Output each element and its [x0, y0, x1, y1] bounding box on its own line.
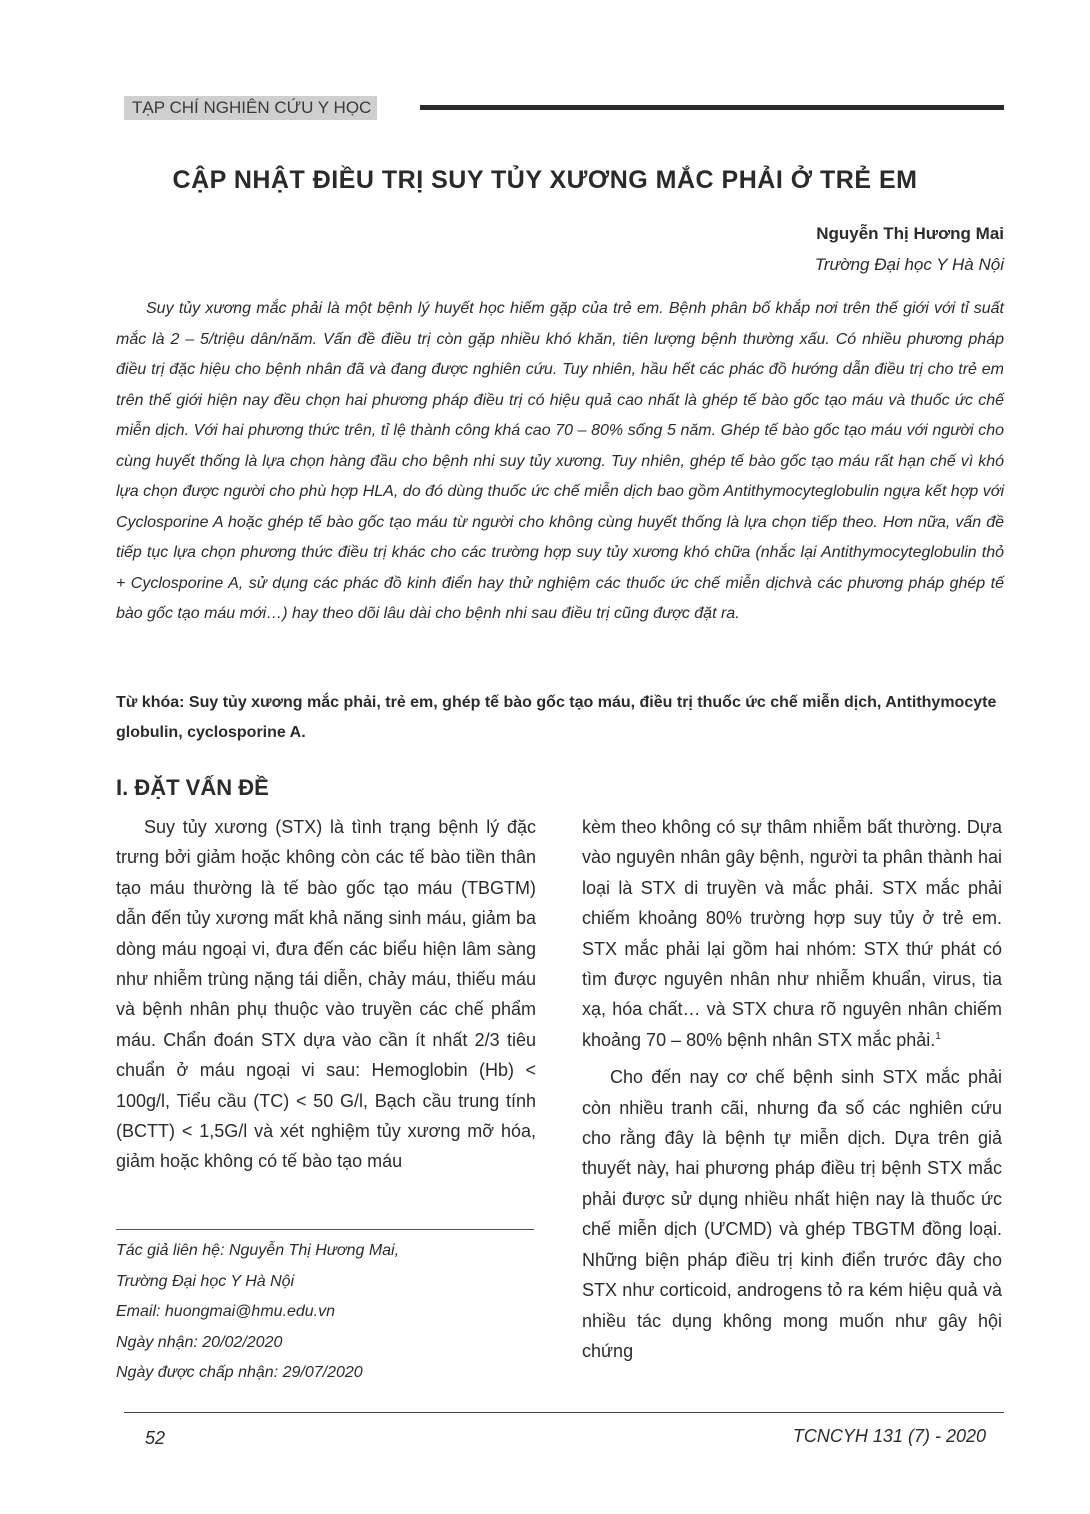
- journal-header: [124, 96, 1004, 120]
- reference-marker: 1: [935, 1030, 941, 1042]
- left-column: [116, 812, 536, 1177]
- article-title: CẬP NHẬT ĐIỀU TRỊ SUY TỦY XƯƠNG MẮC PHẢI Ở TRẺ EM: [172, 166, 918, 194]
- paragraph: Suy tủy xương (STX) là tình trạng bệnh lý đặc trưng bởi giảm hoặc không còn các tế bào tiền thân tạo máu thường là tế bào gốc tạo máu (TBGTM) dẫn đến tủy xương mất khả năng sinh máu, giảm ba dòng máu ngoại vi, đưa đến các biểu hiện lâm sàng như nhiễm trùng nặng tái diễn, chảy máu, thiếu máu và bệnh nhân phụ thuộc vào truyền các chế phẩm máu. Chẩn đoán STX dựa vào cần ít nhất 2/3 tiêu chuẩn ở máu ngoại vi sau: Hemoglobin (Hb) < 100g/l, Tiểu cầu (TC) < 50 G/l, Bạch cầu trung tính (BCTT) < 1,5G/l và xét nghiệm tủy xương mỡ hóa, giảm hoặc không có tế bào tạo máu: [116, 817, 536, 1172]
- author-name: Nguyễn Thị Hương Mai: [816, 224, 1004, 243]
- footnote-email: Email: huongmai@hmu.edu.vn: [116, 1303, 336, 1320]
- paragraph-text: kèm theo không có sự thâm nhiễm bất thường. Dựa vào nguyên nhân gây bệnh, người ta phân thành hai loại là STX di truyền và mắc phải. STX mắc phải chiếm khoảng 80% trường hợp suy tủy ở trẻ em. STX mắc phải lại gồm hai nhóm: STX thứ phát có tìm được nguyên nhân như nhiễm khuẩn, virus, tia xạ, hóa chất… và STX chưa rõ nguyên nhân chiếm khoảng 70 – 80% bệnh nhân STX mắc phải.: [582, 817, 1002, 1050]
- footnote: [116, 1236, 536, 1389]
- abstract: Suy tủy xương mắc phải là một bệnh lý huyết học hiếm gặp của trẻ em. Bệnh phân bố khắp nơi trên thế giới với tỉ suất mắc là 2 – 5/triệu dân/năm. Vấn đề điều trị còn gặp nhiều khó khăn, tiên lượng bệnh thường xấu. Có nhiều phương pháp điều trị đặc hiệu cho bệnh nhân đã và đang được nghiên cứu. Tuy nhiên, hầu hết các phác đồ hướng dẫn điều trị cho trẻ em trên thế giới hiện nay đều chọn hai phương pháp điều trị có hiệu quả cao nhất là ghép tế bào gốc tạo máu và thuốc ức chế miễn dịch. Với hai phương thức trên, tỉ lệ thành công khá cao 70 – 80% sống 5 năm. Ghép tế bào gốc tạo máu với người cho cùng huyết thống là lựa chọn hàng đầu cho bệnh nhi suy tủy xương. Tuy nhiên, ghép tế bào gốc tạo máu rất hạn chế vì khó lựa chọn được người cho phù hợp HLA, do đó dùng thuốc ức chế miễn dịch bao gồm Antithymocyteglobulin ngựa kết hợp với Cyclosporine A hoặc ghép tế bào gốc tạo máu từ người cho không cùng huyết thống là lựa chọn tiếp theo. Hơn nữa, vấn đề tiếp tục lựa chọn phương thức điều trị khác cho các trường hợp suy tủy xương khó chữa (nhắc lại Antithymocyteglobulin thỏ + Cyclosporine A, sử dụng các phác đồ kinh điển hay thử nghiệm các thuốc ức chế miễn dịchvà các phương pháp ghép tế bào gốc tạo máu mới…) hay theo dõi lâu dài cho bệnh nhi sau điều trị cũng được đặt ra.: [116, 300, 1004, 622]
- footer-rule: [124, 1412, 1004, 1413]
- paragraph: [582, 812, 1002, 1055]
- page-number: 52: [145, 1428, 166, 1448]
- right-column: [582, 812, 1002, 1366]
- footnote-affiliation: Trường Đại học Y Hà Nội: [116, 1272, 295, 1290]
- footnote-received: Ngày nhận: 20/02/2020: [116, 1333, 283, 1351]
- section-heading: I. ĐẶT VẤN ĐỀ: [116, 775, 269, 800]
- journal-citation: TCNCYH 131 (7) - 2020: [792, 1426, 986, 1446]
- keywords: Từ khóa: Suy tủy xương mắc phải, trẻ em, ghép tế bào gốc tạo máu, điều trị thuốc ức chế miễn dịch, Antithymocyte globulin, cyclosporine A.: [116, 694, 997, 741]
- footnote-rule: [116, 1229, 534, 1230]
- author-affiliation: Trường Đại học Y Hà Nội: [814, 255, 1004, 274]
- paragraph: Cho đến nay cơ chế bệnh sinh STX mắc phải còn nhiều tranh cãi, nhưng đa số các nghiên cứu cho rằng đây là bệnh tự miễn dịch. Dựa trên giả thuyết này, hai phương pháp điều trị bệnh STX mắc phải được sử dụng nhiều nhất hiện nay là thuốc ức chế miễn dịch (ƯCMD) và ghép TBGTM đồng loại. Những biện pháp điều trị kinh điển trước đây cho STX như corticoid, androgens tỏ ra kém hiệu quả và nhiều tác dụng không mong muốn như gây hội chứng: [582, 1067, 1002, 1361]
- footnote-contact: Tác giả liên hệ: Nguyễn Thị Hương Mai,: [116, 1242, 400, 1259]
- header-rule: [420, 105, 1004, 110]
- footnote-accepted: Ngày được chấp nhận: 29/07/2020: [116, 1364, 363, 1381]
- journal-name: TẠP CHÍ NGHIÊN CỨU Y HỌC: [124, 96, 377, 120]
